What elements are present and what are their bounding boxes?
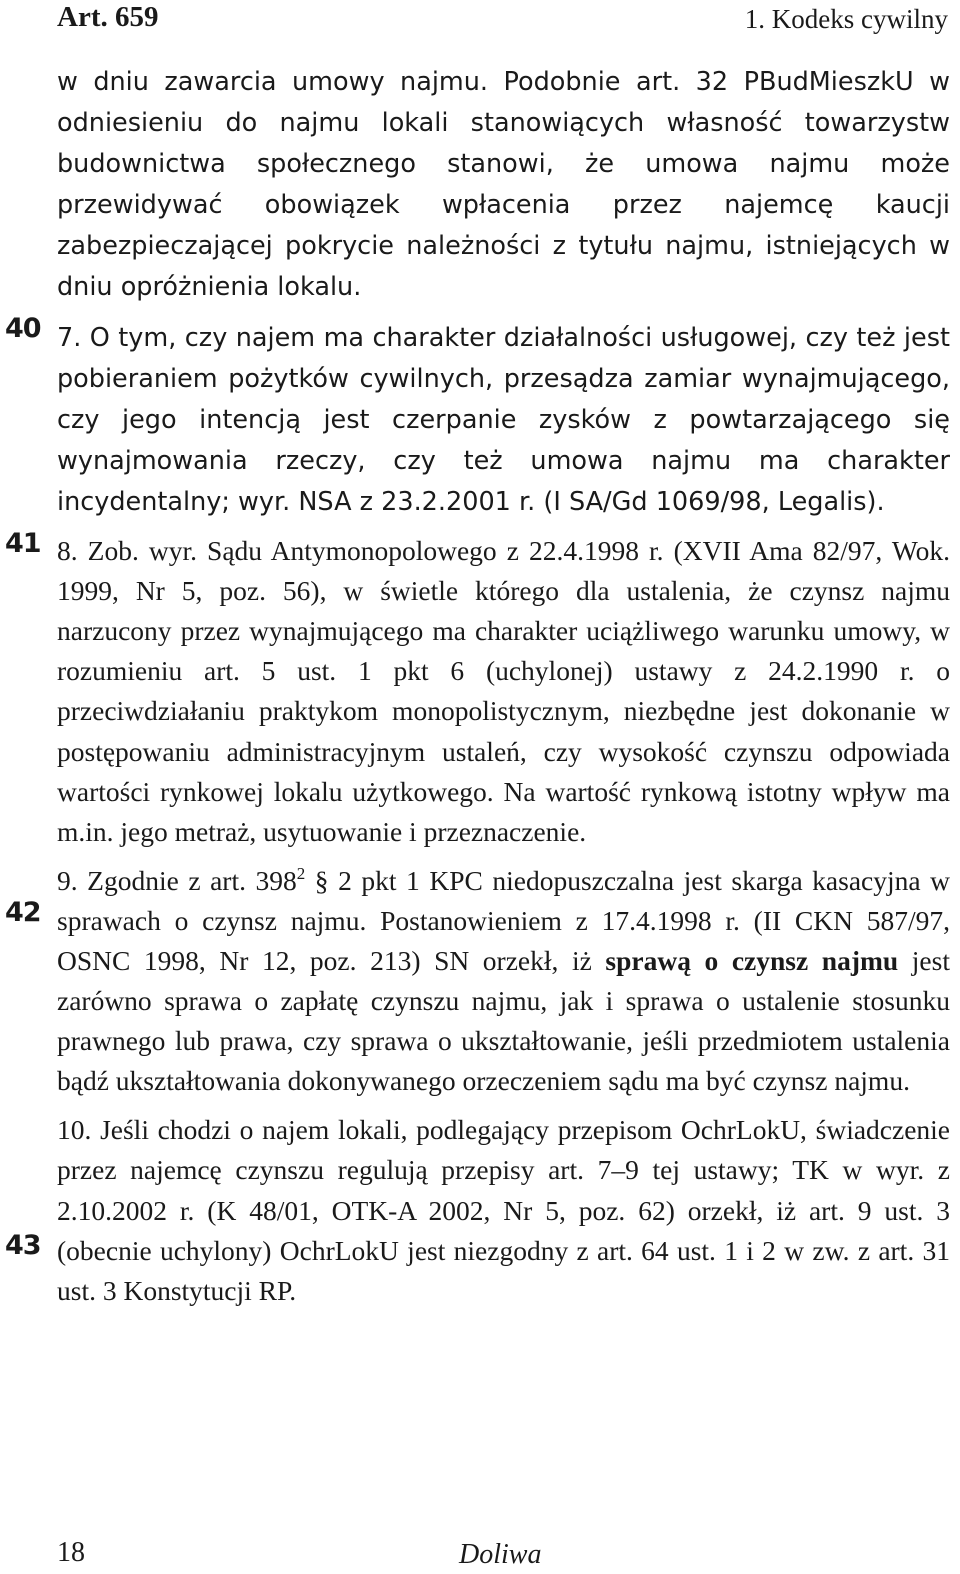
paragraph-9-bold-phrase: sprawą o czynsz najmu [605,944,899,976]
commentary-body [57,61,950,1311]
paragraph-7-text: 7. O tym, czy najem ma charakter działalności usługowej, czy też jest pobieraniem pożytków cywilnych, przesądza zamiar wynajmującego, czy jego intencją jest czerpanie zysków z powtarzającego się wynajmowania rzeczy, czy też umowa najmu ma charakter incydentalny; wyr. NSA z 23.2.2001 r. (I SA/Gd 1069/98, Legalis). [57,322,950,517]
margin-number-43: 43 [5,1230,41,1261]
paragraph-9-superscript: 2 [296,863,306,883]
article-heading: Art. 659 [57,1,159,33]
paragraph-9-text-c: jest zarówno sprawa o zapłatę czynszu najmu, jak i sprawa o ustalenie stosunku prawnego lub prawa, czy sprawa o ukształtowanie, jeśli przedmiotem ustalenia bądź ukształtowania dokonywanego orzeczeniem sądu ma być czynsz najmu. [57,944,950,1097]
paragraph-9-text-b: § 2 pkt 1 KPC niedopuszczalna jest skarga kasacyjna w sprawach o czynsz najmu. Postanowieniem z 17.4.1998 r. (II CKN 587/97, OSNC 1998, Nr 12, poz. 213) SN orzekł, iż [57,864,950,976]
paragraph-9-text-a: 9. Zgodnie z art. 398 [57,864,297,896]
paragraph-7 [57,317,950,522]
page-number: 18 [57,1537,85,1568]
paragraph-continuation-text: w dniu zawarcia umowy najmu. Podobnie art. 32 PBudMieszkU w odniesieniu do najmu lokali stanowiących własność towarzystw budownictwa społecznego stanowi, że umowa najmu może przewidywać obowiązek wpłacenia przez najemcę kaucji zabezpieczającej pokrycie należności z tytułu najmu, istniejących w dniu opróżnienia lokalu. [57,67,950,303]
paragraph-10: 10. Jeśli chodzi o najem lokali, podlegający przepisom OchrLokU, świadczenie przez najemcę czynszu regulują przepisy art. 7–9 tej ustawy; TK w wyr. z 2.10.2002 r. (K 48/01, OTK-A 2002, Nr 5, poz. 62) orzekł, iż art. 9 ust. 3 (obecnie uchylony) OchrLokU jest niezgodny z art. 64 ust. 1 i 2 w zw. z art. 31 ust. 3 Konstytucji RP. [57,1114,950,1306]
margin-number-40: 40 [5,313,41,344]
paragraph-continuation [57,61,950,308]
paragraph-9 [57,861,950,1102]
footer-author: Doliwa [459,1539,542,1570]
code-title: 1. Kodeks cywilny [744,4,948,34]
paragraph-8: 8. Zob. wyr. Sądu Antymonopolowego z 22.4.1998 r. (XVII Ama 82/97, Wok. 1999, Nr 5, poz. 56), w świetle którego dla ustalenia, że czynsz najmu narzucony przez wynajmującego ma charakter uciążliwego warunku umowy, w rozumieniu art. 5 ust. 1 pkt 6 (uchylonej) ustawy z 24.2.1990 r. o przeciwdziałaniu praktykom monopolistycznym, niezbędne jest dokonanie w postępowaniu administracyjnym ustaleń, czy wysokość czynszu odpowiada wartości rynkowej lokalu użytkowego. Na wartość rynkową istotny wpływ ma m.in. jego metraż, usytuowanie i przeznaczenie. [57,535,950,847]
margin-number-41: 41 [5,528,41,559]
margin-number-42: 42 [5,897,41,928]
